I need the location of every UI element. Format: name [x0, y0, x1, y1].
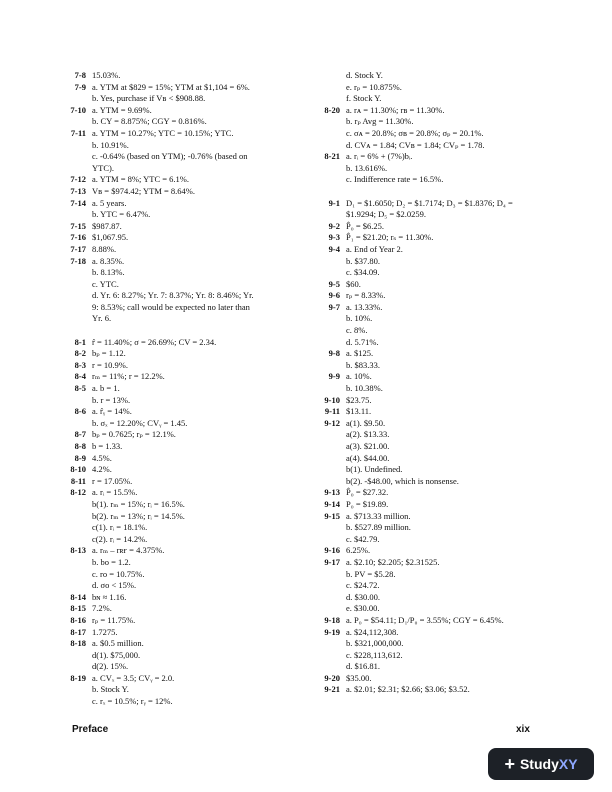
answer-line: 4.2%.	[92, 464, 112, 475]
problem-number: 9-18	[324, 614, 340, 625]
answer-line: b(2). rₘ = 13%; rᵢ = 14.5%.	[92, 510, 185, 521]
answer-line: 6.25%.	[346, 545, 371, 556]
answer-line: d. σᴏ < 15%.	[92, 580, 137, 591]
problem-number: 8-3	[74, 359, 86, 370]
answer-line: b. Yes, purchase if Vʙ < $908.88.	[92, 93, 206, 104]
answer-line: $1,067.95.	[92, 232, 129, 243]
problem-number: 9-11	[324, 406, 340, 417]
answer-line: 9: 8.53%; call would be expected no later than	[92, 301, 250, 312]
answers-column-left	[64, 70, 319, 708]
answer-line: r̂ = 11.40%; σ = 26.69%; CV = 2.34.	[92, 336, 217, 347]
answer-line: d. $30.00.	[346, 591, 380, 602]
problem-number: 8-1	[74, 336, 86, 347]
answer-line: b. Stock Y.	[92, 684, 129, 695]
answer-line: b. YTC = 6.47%.	[92, 209, 151, 220]
answer-line: b(1). rₘ = 15%; rᵢ = 16.5%.	[92, 498, 185, 509]
answer-line: a. $24,112,308.	[346, 626, 399, 637]
answer-line: c. $42.79.	[346, 533, 380, 544]
answer-line: a. $125.	[346, 348, 374, 359]
problem-number: 8-17	[70, 626, 86, 637]
answer-line: c. 8%.	[346, 325, 368, 336]
answer-line: a(2). $13.33.	[346, 429, 390, 440]
answer-entry	[318, 279, 578, 291]
answer-line: d(2). 15%.	[92, 661, 129, 672]
answer-line: b = 1.33.	[92, 441, 123, 451]
problem-number: 9-13	[324, 487, 340, 498]
answer-entry	[64, 186, 319, 198]
answer-line: a. 13.33%.	[346, 301, 383, 312]
answer-entry	[318, 151, 578, 186]
problem-number: 9-2	[328, 220, 340, 231]
problem-number: 7-14	[70, 197, 86, 208]
answer-line: bₚ = 1.12.	[92, 348, 126, 359]
problem-number: 7-15	[70, 220, 86, 231]
answer-entry	[64, 464, 319, 476]
answer-line: b. r = 13%.	[92, 394, 131, 405]
answer-line: e. rₚ = 10.875%.	[346, 81, 402, 92]
answer-line: a(3). $21.00.	[346, 441, 390, 451]
answer-line: YTC).	[92, 162, 114, 173]
answer-entry	[318, 487, 578, 499]
problem-number: 9-10	[324, 394, 340, 405]
answer-entry	[64, 429, 319, 441]
answer-line: c. -0.64% (based on YTM); -0.76% (based on	[92, 151, 248, 162]
answer-line: r = 10.9%.	[92, 359, 128, 370]
answer-line: $13.11.	[346, 406, 372, 417]
problem-number: 9-3	[328, 232, 340, 243]
answer-line: 7.2%.	[92, 603, 112, 614]
answer-entry	[64, 603, 319, 615]
problem-number: 8-2	[74, 348, 86, 359]
answer-entry	[64, 128, 319, 174]
problem-number: 7-18	[70, 255, 86, 266]
answer-line: a. rₘ – rʀғ = 4.375%.	[92, 545, 165, 556]
problem-number: 8-10	[70, 464, 86, 475]
answer-line: $60.	[346, 278, 361, 289]
problem-number: 8-19	[70, 672, 86, 683]
answer-line: a. rᵢ = 15.5%.	[92, 487, 138, 498]
answer-entry	[64, 371, 319, 383]
answer-entry	[64, 82, 319, 105]
answer-line: c. YTC.	[92, 278, 119, 289]
answer-line: c. rᴏ = 10.75%.	[92, 568, 145, 579]
studyxy-watermark-logo	[488, 748, 594, 780]
answer-entry	[64, 232, 319, 244]
problem-number: 7-9	[74, 81, 86, 92]
problem-number: 8-6	[74, 406, 86, 417]
answer-entry	[64, 221, 319, 233]
answer-line: D₁ = $1.6050; D₂ = $1.7174; D₃ = $1.8376; D₄ =	[346, 197, 513, 208]
answer-entry	[64, 627, 319, 639]
problem-number: 9-19	[324, 626, 340, 637]
problem-number: 7-13	[70, 185, 86, 196]
answer-line: P̂₀ = $27.32.	[346, 487, 389, 498]
answer-line: a. rᵢ = 6% + (7%)bᵢ.	[346, 151, 413, 162]
problem-number: 7-17	[70, 243, 86, 254]
answer-entry	[318, 348, 578, 371]
answer-entry	[318, 105, 578, 151]
answers-column-right	[318, 70, 578, 696]
answer-line: b. CY = 8.875%; CGY = 0.816%.	[92, 116, 207, 127]
answer-entry	[318, 418, 578, 488]
problem-number: 9-21	[324, 684, 340, 695]
answer-entry	[64, 476, 319, 488]
answer-line: d(1). $75,000.	[92, 649, 141, 660]
answer-line: c. $34.09.	[346, 267, 380, 278]
problem-number: 8-14	[70, 591, 86, 602]
answer-line: 8.88%.	[92, 243, 117, 254]
answer-entry	[64, 673, 319, 708]
answer-entry	[318, 395, 578, 407]
problem-number: 9-7	[328, 301, 340, 312]
problem-number: 8-18	[70, 638, 86, 649]
problem-number: 9-15	[324, 510, 340, 521]
answer-line: a. YTM = 9.69%.	[92, 104, 152, 115]
answer-entry	[64, 638, 319, 673]
problem-number: 7-16	[70, 232, 86, 243]
answer-line: b. 10.38%.	[346, 383, 383, 394]
problem-number: 9-1	[328, 197, 340, 208]
problem-number: 9-8	[328, 348, 340, 359]
answer-entry	[318, 198, 578, 221]
answer-line: b. $527.89 million.	[346, 522, 411, 533]
answer-line: d. Yr. 6: 8.27%; Yr. 7: 8.37%; Yr. 8: 8.46%; Yr.	[92, 290, 254, 301]
answer-line: $23.75.	[346, 394, 372, 405]
answer-line: a. YTM = 10.27%; YTC = 10.15%; YTC.	[92, 127, 234, 138]
answer-line: a. rᴀ = 11.30%; rʙ = 11.30%.	[346, 104, 445, 115]
answer-entry	[64, 198, 319, 221]
answer-entry	[318, 627, 578, 673]
problem-number: 8-5	[74, 383, 86, 394]
answer-line: c. $228,113,612.	[346, 649, 403, 660]
answer-line: c(1). rᵢ = 18.1%.	[92, 522, 148, 533]
answer-entry	[64, 174, 319, 186]
problem-number: 9-20	[324, 672, 340, 683]
answer-entry	[318, 290, 578, 302]
answer-entry	[318, 232, 578, 244]
answer-line: b. PV = $5.28.	[346, 568, 396, 579]
answer-line: 1.7275.	[92, 626, 118, 637]
problem-number: 9-9	[328, 371, 340, 382]
problem-number: 8-11	[70, 475, 86, 486]
problem-number: 8-4	[74, 371, 86, 382]
answer-line: e. $30.00.	[346, 603, 380, 614]
answer-entry	[318, 673, 578, 685]
answer-line: a. P₀ = $54.11; D₁/P₀ = 3.55%; CGY = 6.45%.	[346, 614, 504, 625]
answer-entry	[64, 406, 319, 429]
answer-entry	[318, 557, 578, 615]
answer-line: a. r̂ᵧ = 14%.	[92, 406, 132, 417]
answer-entry	[318, 221, 578, 233]
answer-entry	[318, 371, 578, 394]
answer-line: a. YTM = 8%; YTC = 6.1%.	[92, 174, 190, 185]
answer-line: a. $0.5 million.	[92, 638, 144, 649]
problem-number: 8-9	[74, 452, 86, 463]
answer-line: b. rₚ Avg = 11.30%.	[346, 116, 414, 127]
answer-line: c(2). rᵢ = 14.2%.	[92, 533, 148, 544]
answer-line: a(4). $44.00.	[346, 452, 390, 463]
problem-number: 8-21	[324, 151, 340, 162]
answer-line: a. $713.33 million.	[346, 510, 411, 521]
answer-line: P̂₀ = $6.25.	[346, 220, 384, 231]
problem-number: 9-6	[328, 290, 340, 301]
answer-line: Vʙ = $974.42; YTM = 8.64%.	[92, 185, 196, 196]
answer-line: d. 5.71%.	[346, 336, 379, 347]
answer-line: c. σᴀ = 20.8%; σʙ = 20.8%; σₚ = 20.1%.	[346, 127, 484, 138]
answer-line: a. 10%.	[346, 371, 372, 382]
answer-entry	[318, 511, 578, 546]
answer-line: Yr. 6.	[92, 313, 112, 324]
answer-line: a. 8.35%.	[92, 255, 125, 266]
answer-entry	[318, 499, 578, 511]
problem-number: 9-16	[324, 545, 340, 556]
brand-name: Study	[519, 756, 559, 772]
answer-entry	[64, 360, 319, 372]
plus-icon: +	[504, 753, 515, 774]
problem-number: 8-13	[70, 545, 86, 556]
answer-line: c. rₓ = 10.5%; rᵧ = 12%.	[92, 696, 173, 707]
answer-line: a. YTM at $829 = 15%; YTM at $1,104 = 6%.	[92, 81, 250, 92]
answer-entry	[318, 545, 578, 557]
answer-line: a. $2.01; $2.31; $2.66; $3.06; $3.52.	[346, 684, 470, 695]
answer-line: 4.5%.	[92, 452, 112, 463]
answer-line: b. 13.616%.	[346, 162, 388, 173]
answer-entry	[318, 684, 578, 696]
answer-entry	[64, 348, 319, 360]
answer-line: c. $24.72.	[346, 580, 380, 591]
answer-line: P₀ = $19.89.	[346, 498, 389, 509]
answer-line: b(1). Undefined.	[346, 464, 403, 475]
answer-line: b(2). -$48.00, which is nonsense.	[346, 475, 459, 486]
answer-line: b. σₓ = 12.20%; CVᵧ = 1.45.	[92, 417, 188, 428]
answer-line: $35.00.	[346, 672, 372, 683]
answer-line: a. $2.10; $2.205; $2.31525.	[346, 556, 440, 567]
answer-line: $1.9294; D₅ = $2.0259.	[346, 209, 427, 220]
answer-line: a. End of Year 2.	[346, 243, 403, 254]
answer-entry	[64, 487, 319, 545]
answer-line: f. Stock Y.	[346, 93, 382, 104]
answer-line: d. Stock Y.	[346, 70, 383, 80]
answer-entry	[64, 383, 319, 406]
problem-number: 8-20	[324, 104, 340, 115]
answer-line: a. b = 1.	[92, 383, 120, 394]
answer-line: bₚ = 0.7625; rₚ = 12.1%.	[92, 429, 176, 440]
answer-entry	[64, 453, 319, 465]
answer-entry	[64, 70, 319, 82]
answer-line: $987.87.	[92, 220, 122, 231]
answer-line: a(1). $9.50.	[346, 417, 386, 428]
problem-number: 7-12	[70, 174, 86, 185]
answer-line: d. $16.81.	[346, 661, 380, 672]
problem-number: 8-7	[74, 429, 86, 440]
footer-page-number: xix	[516, 724, 530, 735]
answer-entry	[318, 406, 578, 418]
answer-line: d. CVᴀ = 1.84; CVʙ = 1.84; CVₚ = 1.78.	[346, 139, 485, 150]
answer-entry	[318, 302, 578, 348]
answer-line: r = 17.05%.	[92, 475, 133, 486]
problem-number: 9-12	[324, 417, 340, 428]
problem-number: 8-15	[70, 603, 86, 614]
answer-line: b. $37.80.	[346, 255, 380, 266]
footer-section-title: Preface	[72, 724, 109, 735]
answer-entry	[64, 337, 319, 349]
answer-line: a. 5 years.	[92, 197, 127, 208]
answer-line: a. CVₓ = 3.5; CVᵧ = 2.0.	[92, 672, 175, 683]
problem-number: 7-8	[74, 70, 86, 80]
problem-number: 8-8	[74, 441, 86, 451]
problem-number: 9-17	[324, 556, 340, 567]
answer-line: b. 10.91%.	[92, 139, 129, 150]
problem-number: 8-12	[70, 487, 86, 498]
answer-line: b. 10%.	[346, 313, 373, 324]
problem-number: 7-11	[70, 127, 86, 138]
answer-entry	[64, 545, 319, 591]
answer-entry	[64, 105, 319, 128]
problem-number: 9-14	[324, 498, 340, 509]
answer-line: rₚ = 8.33%.	[346, 290, 386, 301]
answer-entry	[318, 70, 578, 105]
answer-line: b. $321,000,000.	[346, 638, 404, 649]
answer-line: b. bᴏ = 1.2.	[92, 556, 131, 567]
answer-entry	[64, 256, 319, 326]
answer-entry	[64, 441, 319, 453]
answer-line: rₚ = 11.75%.	[92, 614, 136, 625]
answer-line: P̂₁ = $21.20; rₛ = 11.30%.	[346, 232, 434, 243]
answer-line: c. Indifference rate = 16.5%.	[346, 174, 444, 185]
answer-entry	[318, 615, 578, 627]
problem-number	[318, 70, 346, 105]
answer-line: rₘ = 11%; r = 12.2%.	[92, 371, 165, 382]
answer-entry	[64, 615, 319, 627]
problem-number: 9-4	[328, 243, 340, 254]
answer-line: bɴ ≈ 1.16.	[92, 591, 127, 602]
brand-accent: XY	[558, 756, 578, 772]
problem-number: 8-16	[70, 614, 86, 625]
answer-entry	[64, 592, 319, 604]
answer-line: b. 8.13%.	[92, 267, 125, 278]
answer-line: b. $83.33.	[346, 359, 380, 370]
answer-entry	[318, 244, 578, 279]
problem-number: 7-10	[70, 104, 86, 115]
problem-number: 9-5	[328, 278, 340, 289]
answer-line: 15.03%.	[92, 70, 121, 80]
answer-entry	[64, 244, 319, 256]
